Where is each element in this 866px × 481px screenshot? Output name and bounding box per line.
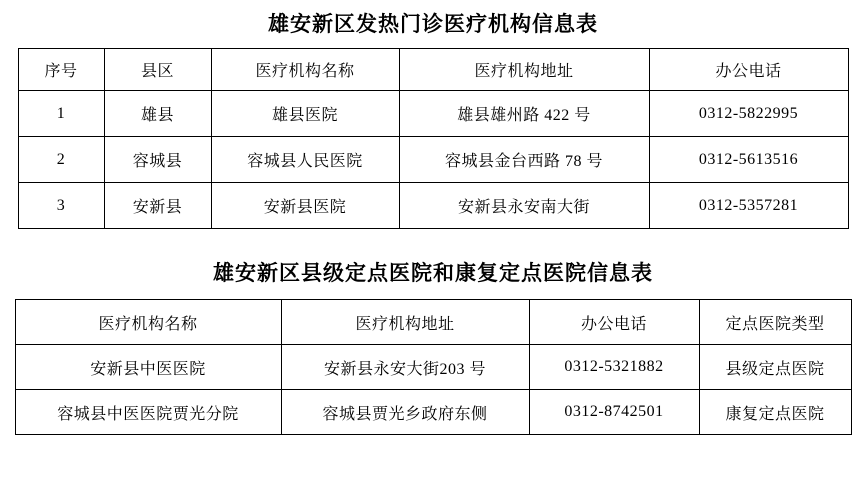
column-header-county: 县区 (104, 49, 211, 91)
table-row (18, 137, 848, 183)
cell-office-phone: 0312-8742501 (529, 390, 699, 435)
cell-office-phone: 0312-5357281 (649, 183, 848, 229)
cell-institution-address: 容城县金台西路 78 号 (399, 137, 649, 183)
column-header-hospital-type: 定点医院类型 (699, 300, 851, 345)
table-row (15, 345, 851, 390)
cell-office-phone: 0312-5822995 (649, 91, 848, 137)
cell-index: 2 (18, 137, 104, 183)
column-header-institution-address: 医疗机构地址 (399, 49, 649, 91)
column-header-institution-name: 医疗机构名称 (15, 300, 281, 345)
cell-institution-address: 容城县贾光乡政府东侧 (281, 390, 529, 435)
cell-office-phone: 0312-5613516 (649, 137, 848, 183)
column-header-index: 序号 (18, 49, 104, 91)
cell-county: 容城县 (104, 137, 211, 183)
cell-institution-address: 安新县永安南大街 (399, 183, 649, 229)
cell-institution-name: 安新县中医医院 (15, 345, 281, 390)
cell-institution-address: 雄县雄州路 422 号 (399, 91, 649, 137)
cell-county: 雄县 (104, 91, 211, 137)
page-title-fever-clinics: 雄安新区发热门诊医疗机构信息表 (268, 12, 598, 36)
cell-index: 1 (18, 91, 104, 137)
cell-county: 安新县 (104, 183, 211, 229)
table-row (15, 390, 851, 435)
table-header-row (18, 49, 848, 91)
table-row (18, 183, 848, 229)
cell-hospital-type: 县级定点医院 (699, 345, 851, 390)
cell-institution-name: 容城县人民医院 (211, 137, 399, 183)
cell-institution-name: 容城县中医医院贾光分院 (15, 390, 281, 435)
page-title-designated-hospitals: 雄安新区县级定点医院和康复定点医院信息表 (213, 261, 653, 285)
cell-institution-name: 安新县医院 (211, 183, 399, 229)
column-header-office-phone: 办公电话 (529, 300, 699, 345)
column-header-institution-address: 医疗机构地址 (281, 300, 529, 345)
cell-office-phone: 0312-5321882 (529, 345, 699, 390)
cell-hospital-type: 康复定点医院 (699, 390, 851, 435)
table-header-row (15, 300, 851, 345)
designated-hospital-table (15, 299, 852, 435)
column-header-office-phone: 办公电话 (649, 49, 848, 91)
column-header-institution-name: 医疗机构名称 (211, 49, 399, 91)
fever-clinic-table (18, 48, 849, 229)
cell-institution-name: 雄县医院 (211, 91, 399, 137)
table-row (18, 91, 848, 137)
cell-institution-address: 安新县永安大街203 号 (281, 345, 529, 390)
cell-index: 3 (18, 183, 104, 229)
